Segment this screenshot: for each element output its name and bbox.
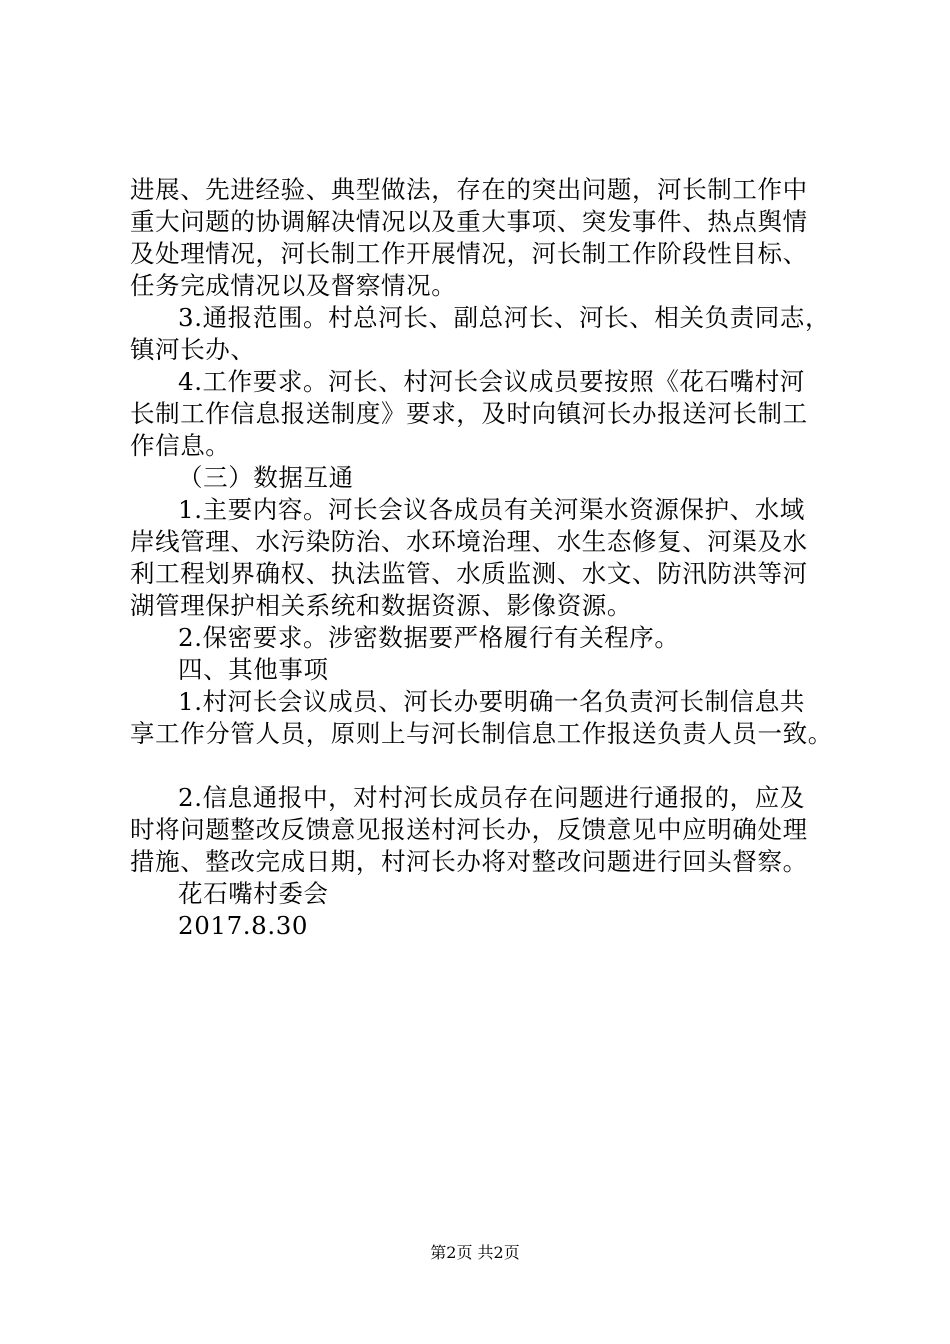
body-line: 2.保密要求。涉密数据要严格履行有关程序。 [178,623,680,652]
body-line: 作信息。 [130,431,231,460]
body-line: 湖管理保护相关系统和数据资源、影像资源。 [130,591,632,620]
body-line: 1.村河长会议成员、河长办要明确一名负责河长制信息共 [178,687,805,716]
body-line: 1.主要内容。河长会议各成员有关河渠水资源保护、水域 [178,495,805,524]
body-line: 时将问题整改反馈意见报送村河长办，反馈意见中应明确处理 [130,815,808,844]
section-heading: 四、其他事项 [178,655,329,684]
body-line: 2.信息通报中，对村河长成员存在问题进行通报的，应及 [178,783,805,812]
body-line: 岸线管理、水污染防治、水环境治理、水生态修复、河渠及水 [130,527,808,556]
body-line: 措施、整改完成日期，村河长办将对整改问题进行回头督察。 [130,847,808,876]
body-line: 4.工作要求。河长、村河长会议成员要按照《花石嘴村河 [178,367,805,396]
body-line: 3.通报范围。村总河长、副总河长、河长、相关负责同志， [178,303,831,332]
body-line: 镇河长办、 [130,335,256,364]
page-number-label: 第2页 共2页 [430,1243,520,1262]
signature-organization: 花石嘴村委会 [178,879,329,908]
section-heading: （三）数据互通 [178,463,354,492]
signature-date: 2017.8.30 [178,911,309,940]
body-line: 享工作分管人员，原则上与河长制信息工作报送负责人员一致。 [130,719,833,748]
body-line: 任务完成情况以及督察情况。 [130,271,457,300]
body-line: 重大问题的协调解决情况以及重大事项、突发事件、热点舆情 [130,207,808,236]
body-line: 进展、先进经验、典型做法，存在的突出问题，河长制工作中 [130,175,808,204]
paragraph-gap [130,750,830,782]
document-body [130,174,833,942]
body-line: 长制工作信息报送制度》要求，及时向镇河长办报送河长制工 [130,399,808,428]
body-line: 及处理情况，河长制工作开展情况，河长制工作阶段性目标、 [130,239,808,268]
body-line: 利工程划界确权、执法监管、水质监测、水文、防汛防洪等河 [130,559,808,588]
page-footer [0,1242,950,1264]
